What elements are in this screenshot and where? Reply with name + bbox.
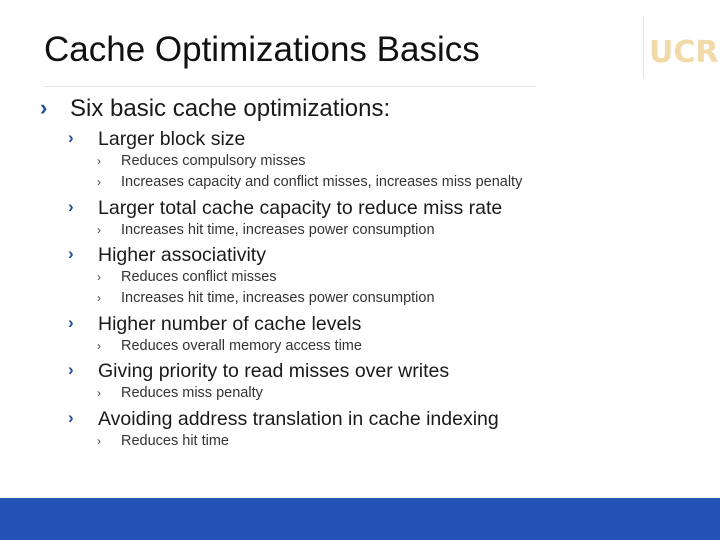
bullet-item: Higher associativity: [98, 244, 266, 266]
sub-bullet: Reduces hit time: [121, 433, 229, 449]
chevron-right-icon: ›: [97, 270, 101, 284]
chevron-right-icon: ›: [68, 197, 74, 216]
bullet-item: Larger block size: [98, 128, 246, 150]
sub-bullet: Reduces miss penalty: [121, 385, 263, 401]
logo-divider: [643, 16, 644, 78]
title-divider: [44, 86, 536, 87]
chevron-right-icon: ›: [97, 154, 101, 168]
sub-bullet: Increases hit time, increases power consumption: [121, 290, 435, 306]
logo-text: UCR: [649, 35, 719, 70]
slide-title: Cache Optimizations Basics: [44, 30, 480, 69]
ucr-logo: [643, 16, 719, 78]
sub-bullet: Reduces overall memory access time: [121, 338, 362, 354]
bullet-item: Giving priority to read misses over writes: [98, 360, 450, 382]
sub-bullet: Reduces conflict misses: [121, 269, 277, 285]
chevron-right-icon: ›: [68, 313, 74, 332]
chevron-right-icon: ›: [40, 95, 48, 120]
chevron-right-icon: ›: [97, 434, 101, 448]
chevron-right-icon: ›: [97, 175, 101, 189]
sub-bullet: Increases hit time, increases power consumption: [121, 222, 435, 238]
chevron-right-icon: ›: [68, 360, 74, 379]
bullet-heading: Six basic cache optimizations:: [70, 95, 391, 122]
chevron-right-icon: ›: [97, 291, 101, 305]
chevron-right-icon: ›: [97, 223, 101, 237]
sub-bullet: Reduces compulsory misses: [121, 153, 306, 169]
sub-bullet: Increases capacity and conflict misses, increases miss penalty: [121, 174, 523, 190]
bullet-item: Avoiding address translation in cache indexing: [98, 408, 499, 430]
chevron-right-icon: ›: [68, 408, 74, 427]
bullet-item: Higher number of cache levels: [98, 313, 362, 335]
footer-bar: [0, 498, 720, 540]
chevron-right-icon: ›: [68, 244, 74, 263]
chevron-right-icon: ›: [97, 339, 101, 353]
bullet-item: Larger total cache capacity to reduce miss rate: [98, 197, 503, 219]
chevron-right-icon: ›: [68, 128, 74, 147]
chevron-right-icon: ›: [97, 386, 101, 400]
